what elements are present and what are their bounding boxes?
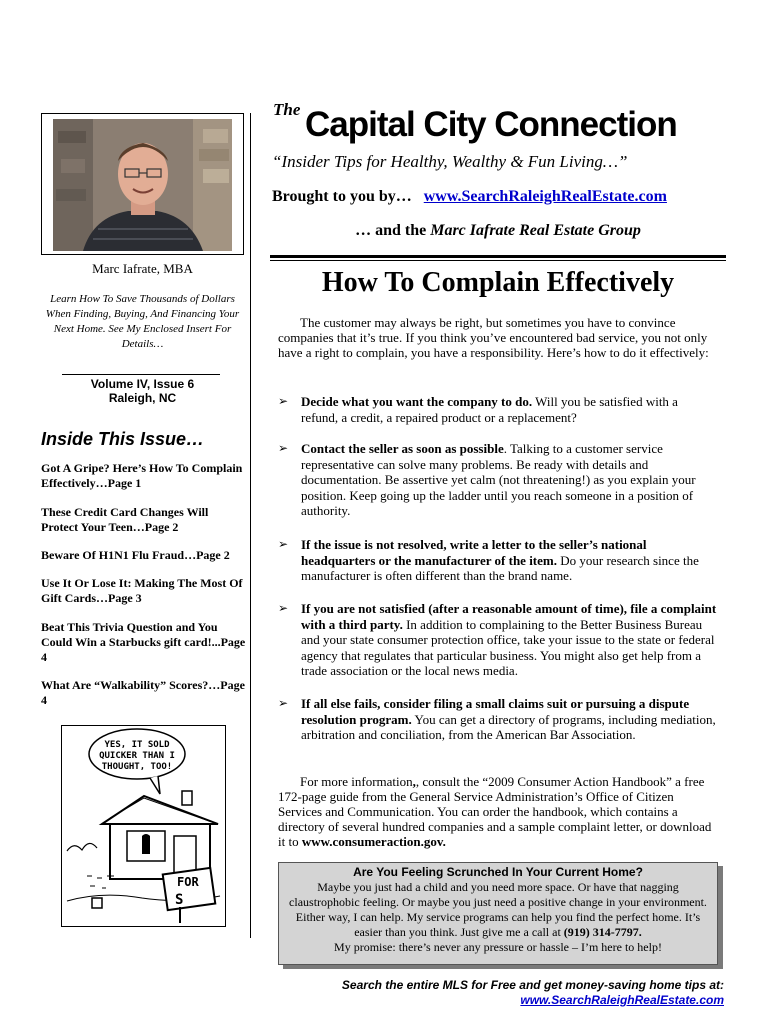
- location-label: Raleigh, NC: [108, 391, 177, 405]
- article-bullet: ➢ If you are not satisfied (after a reasonable amount of time), file a complaint with a third party. In addition to complaining to the Better Business Bureau and your state consumer protection office, take your issue to the state or federal agency that regulates that particular business. You might also get help from a trade association or the local news media.: [278, 601, 717, 678]
- masthead-the: The: [273, 100, 301, 119]
- sign-text: FOR: [177, 875, 199, 889]
- toc-item[interactable]: Use It Or Lose It: Making The Most Of Gift Cards…Page 3: [41, 576, 243, 605]
- speech-line: QUICKER THAN I: [99, 751, 175, 761]
- brought-by-label: Brought to you by…: [272, 188, 412, 205]
- speech-line: YES, IT SOLD: [104, 740, 170, 750]
- sign-text: S: [175, 892, 184, 908]
- footer: [300, 978, 724, 1008]
- author-photo-frame: [41, 113, 244, 255]
- arrow-bullet-icon: ➢: [278, 696, 289, 710]
- arrow-bullet-icon: ➢: [278, 441, 289, 455]
- group-name: Marc Iafrate Real Estate Group: [430, 222, 641, 239]
- website-link[interactable]: www.SearchRaleighRealEstate.com: [423, 188, 667, 205]
- toc-item[interactable]: Got A Gripe? Here’s How To Complain Effectively…Page 1: [41, 461, 243, 490]
- brought-by-line: [272, 188, 667, 206]
- author-photo: [53, 119, 232, 251]
- callout-body: Maybe you just had a child and you need more space. Or have that nagging claustrophobic feeling. Or maybe you just need a positive change in your environment. Either way, I can help. My service programs can help you find the perfect home. It’s easier than you think. Just give me a call at (919) 314-7797.: [289, 880, 707, 939]
- newsletter-tagline: “Insider Tips for Healthy, Wealthy & Fun Living…”: [272, 152, 628, 171]
- group-line: [272, 222, 724, 240]
- callout-box: [278, 862, 718, 965]
- column-divider: [250, 113, 251, 938]
- footer-link[interactable]: www.SearchRaleighRealEstate.com: [520, 993, 724, 1007]
- consumer-action-link[interactable]: www.consumeraction.gov.: [301, 834, 446, 849]
- toc-item[interactable]: These Credit Card Changes Will Protect Your Teen…Page 2: [41, 505, 209, 534]
- arrow-bullet-icon: ➢: [278, 601, 289, 615]
- volume-label: Volume IV, Issue 6: [90, 377, 195, 391]
- arrow-bullet-icon: ➢: [278, 537, 289, 551]
- house-cartoon: [61, 725, 226, 927]
- newsletter-title: Capital City Connection: [305, 105, 677, 144]
- arrow-bullet-icon: ➢: [278, 394, 289, 408]
- group-prefix: … and the: [355, 222, 431, 239]
- article-bullet: ➢ Contact the seller as soon as possible. Talking to a customer service representative can solve many problems. Be ready with details and documentation. Be assertive yet calm (not threatening!) as you explain your position. Keep going up the ladder until you reach someone in a position of authority.: [278, 441, 696, 518]
- article-bullet: ➢ If the issue is not resolved, write a letter to the seller’s national headquarters or the manufacturer of the item. Do your research since the manufacturer is often different than the brand name.: [278, 537, 699, 583]
- article-closing: For more information,, consult the “2009 Consumer Action Handbook” a free 172-page guide from the General Service Administration’s Office of Citizen Services and Communication. You can order the handbook, which contains a directory of several hundred companies and a sample complaint letter, or download it to www.consumeraction.gov.: [278, 774, 712, 849]
- masthead-rule: [270, 260, 726, 261]
- photo-caption: Marc Iafrate, MBA: [92, 261, 193, 276]
- callout-title: Are You Feeling Scrunched In Your Current Home?: [353, 865, 643, 879]
- article-bullet: ➢ Decide what you want the company to do. Will you be satisfied with a refund, a credit, a repaired product or a replacement?: [278, 394, 678, 425]
- toc-item[interactable]: Beat This Trivia Question and You Could Win a Starbucks gift card!...Page 4: [41, 620, 246, 664]
- article-bullet: ➢ If all else fails, consider filing a small claims suit or pursuing a dispute resolution program. You can get a directory of programs, including mediation, arbitration and conciliation, from the American Bar Association.: [278, 696, 716, 742]
- issue-info: [41, 377, 244, 405]
- inside-issue-heading: Inside This Issue…: [41, 429, 205, 449]
- article-intro: The customer may always be right, but sometimes you have to convince companies that it’s true. If you think you’ve encountered bad service, you not only have a right to complain, you have a responsibility. Here’s how to do it effectively:: [278, 315, 709, 360]
- phone-number[interactable]: (919) 314-7797.: [563, 925, 642, 939]
- footer-text: Search the entire MLS for Free and get money-saving home tips at:: [341, 978, 724, 992]
- speech-line: THOUGHT, TOO!: [101, 762, 173, 772]
- article-title: How To Complain Effectively: [321, 267, 675, 298]
- toc-item[interactable]: What Are “Walkability” Scores?…Page 4: [41, 678, 245, 707]
- callout-promise: My promise: there’s never any pressure or hassle – I’m here to help!: [334, 940, 662, 954]
- sidebar-promo: Learn How To Save Thousands of Dollars When Finding, Buying, And Financing Your Next Home. See My Enclosed Insert For Details…: [45, 293, 240, 350]
- masthead-rule: [270, 255, 726, 258]
- volume-rule: [62, 374, 220, 375]
- toc-item[interactable]: Beware Of H1N1 Flu Fraud…Page 2: [41, 548, 230, 562]
